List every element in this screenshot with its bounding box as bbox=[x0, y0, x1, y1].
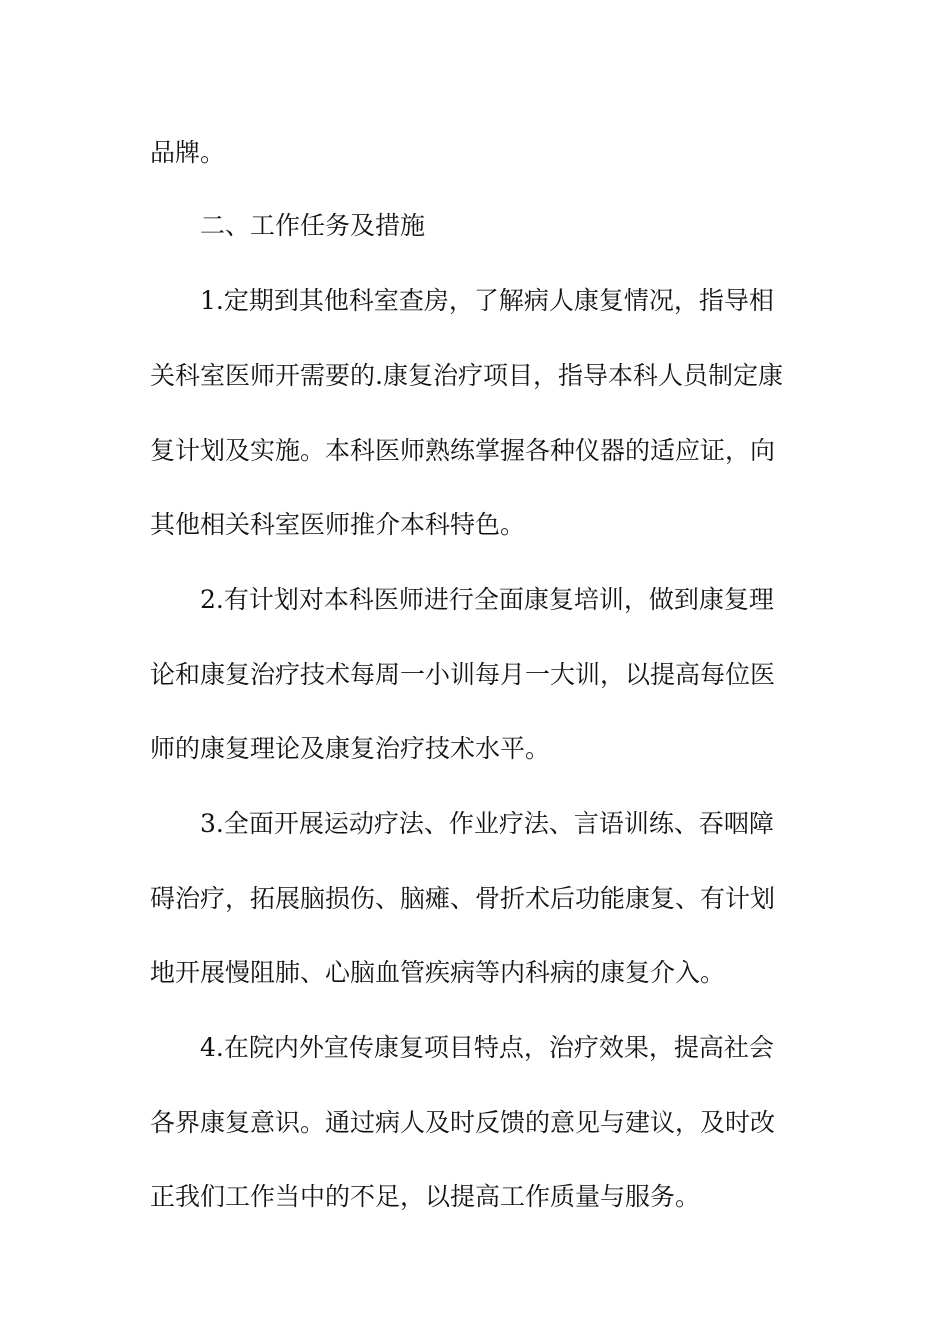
text-line-15: 正我们工作当中的不足，以提高工作质量与服务。 bbox=[150, 1182, 701, 1211]
text-line-3: 1.定期到其他科室查房，了解病人康复情况，指导相 bbox=[200, 286, 774, 315]
text-line-12: 地开展慢阻肺、心脑血管疾病等内科病的康复介入。 bbox=[150, 958, 726, 987]
text-line-14: 各界康复意识。通过病人及时反馈的意见与建议，及时改 bbox=[150, 1108, 776, 1137]
text-line-6: 其他相关科室医师推介本科特色。 bbox=[150, 510, 526, 539]
text-line-4: 关科室医师开需要的.康复治疗项目，指导本科人员制定康 bbox=[150, 361, 783, 390]
text-line-13: 4.在院内外宣传康复项目特点，治疗效果，提高社会 bbox=[200, 1033, 774, 1062]
text-line-11: 碍治疗，拓展脑损伤、脑瘫、骨折术后功能康复、有计划 bbox=[150, 884, 776, 913]
text-line-10: 3.全面开展运动疗法、作业疗法、言语训练、吞咽障 bbox=[200, 809, 774, 838]
text-line-8: 论和康复治疗技术每周一小训每月一大训，以提高每位医 bbox=[150, 660, 776, 689]
text-line-1: 品牌。 bbox=[150, 138, 226, 167]
text-line-7: 2.有计划对本科医师进行全面康复培训，做到康复理 bbox=[200, 585, 774, 614]
section-heading: 二、工作任务及措施 bbox=[200, 211, 426, 240]
text-line-5: 复计划及实施。本科医师熟练掌握各种仪器的适应证，向 bbox=[150, 436, 776, 465]
text-line-9: 师的康复理论及康复治疗技术水平。 bbox=[150, 734, 551, 763]
